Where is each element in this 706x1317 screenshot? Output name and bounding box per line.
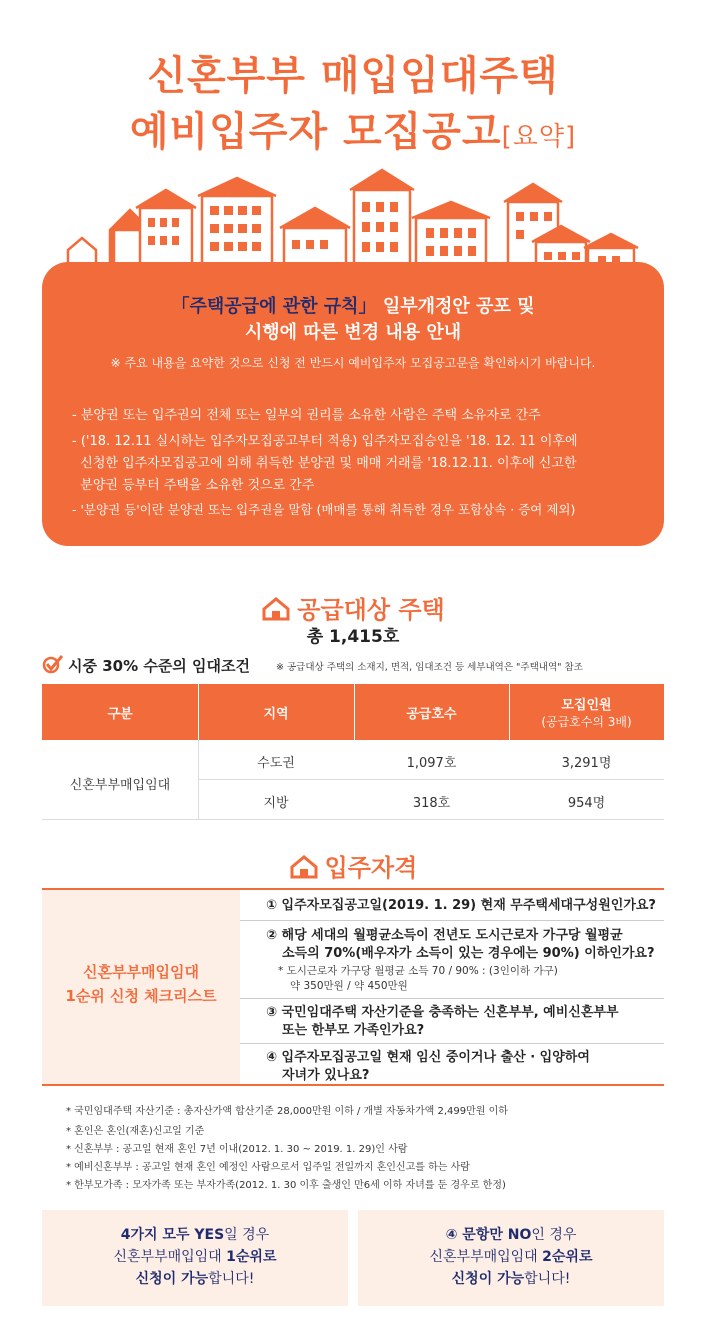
result-no-c: 신혼부부매입임대 [429,1249,543,1265]
summary-note: ※ 주요 내용을 요약한 것으로 신청 전 반드시 예비입주자 모집공고문을 확인하시기 바랍니다. [110,356,596,370]
page-title-main: 예비입주자 모집공고 [129,109,502,155]
result-yes-b: 일 경우 [224,1227,270,1243]
question-1: ① 입주자모집공고일(2019. 1. 29) 현재 무주택세대구성원인가요? [266,898,656,913]
th-region: 지역 [263,706,289,722]
table-row-units: 1,097호 [406,756,457,771]
result-yes-e: 신청이 가능 [135,1271,209,1287]
table-row-people: 3,291명 [561,756,612,771]
checklist-label [42,960,240,1008]
th-units: 공급호수 [406,706,457,722]
eligibility-heading [0,848,706,883]
th-people [509,684,664,740]
house-icon [289,855,319,879]
condition-note: ※ 공급대상 주택의 소재지, 면적, 임대조건 등 세부내역은 "주택내역" 참조 [276,662,583,673]
checklist-label-2: 1순위 신청 체크리스트 [65,987,217,1005]
summary-item: - 분양권 또는 입주권의 전체 또는 일부의 권리를 소유한 사람은 주택 소유자로 간주 [72,408,541,423]
footnote: * 예비신혼부부 : 공고일 현재 혼인 예정인 사람으로서 입주일 전일까지 혼인신고를 하는 사람 [66,1162,470,1173]
question-3-line2: 또는 한부모 가족인가요? [282,1023,425,1038]
footnote: * 한부모가족 : 모자가족 또는 부자가족(2012. 1. 30 이후 출생인 만6세 이하 자녀를 둔 경우로 한정) [66,1180,506,1191]
summary-heading-1 [42,292,664,318]
result-yes-a: 4가지 모두 YES [120,1227,225,1243]
condition-title [42,654,250,676]
footnote: * 국민임대주택 자산기준 : 총자산가액 합산기준 28,000만원 이하 / 개별 자동차가액 2,499만원 이하 [66,1106,508,1117]
page-title-line2 [0,100,706,157]
th-people-sub: (공급호수의 3배) [541,715,632,729]
question-2-sub1: * 도시근로자 가구당 월평균 소득 70 / 90% : (3인이하 가구) [278,965,558,977]
summary-item: - '분양권 등'이란 분양권 또는 입주권을 말함 (매매를 통해 취득한 경우 포함상속 · 증여 제외) [72,502,576,517]
supply-heading [0,590,706,625]
footnote: * 혼인은 혼인(재혼)신고일 기준 [66,1126,205,1137]
check-icon [42,654,64,674]
checklist-label-1: 신혼부부매입임대 [83,963,199,981]
table-row-region: 지방 [263,796,289,811]
result-no-b: 인 경우 [531,1227,577,1243]
result-no-f: 합니다! [524,1271,571,1287]
house-icon [261,597,291,621]
question-4-line1: ④ 입주자모집공고일 현재 임신 중이거나 출산 · 입양하여 [266,1050,590,1065]
eligibility-heading-text: 입주자격 [324,854,418,882]
result-yes-d: 1순위로 [226,1249,277,1265]
question-4-line2: 자녀가 있나요? [282,1068,370,1083]
footnote: * 신혼부부 : 공고일 현재 혼인 7년 이내(2012. 1. 30 ~ 2019. 1. 29)인 사람 [66,1144,408,1155]
summary-item: 분양권 등부터 주택을 소유한 것으로 간주 [72,478,315,493]
result-yes-c: 신혼부부매입임대 [113,1249,227,1265]
table-row-region: 수도권 [257,756,295,771]
page-title-line1: 신혼부부 매입임대주택 [147,53,559,99]
summary-heading-quoted: 「주택공급에 관한 규칙」 [171,296,377,317]
table-category: 신혼부부매입임대 [69,778,171,793]
question-2-line2: 소득의 70%(배우자가 소득이 있는 경우에는 90%) 이하인가요? [282,946,655,961]
question-2-sub2: 약 350만원 / 약 450만원 [290,980,408,992]
supply-total: 총 1,415호 [306,627,400,647]
result-box-no [358,1210,664,1306]
supply-heading-text: 공급대상 주택 [297,596,445,624]
th-category: 구분 [107,706,133,722]
supply-table-header [42,684,664,740]
result-no-e: 신청이 가능 [451,1271,525,1287]
summary-item: 신청한 입주자모집공고에 의해 취득한 분양권 및 매매 거래를 '18.12.11. 이후에 신고한 [72,456,577,471]
summary-item: - ('18. 12.11 실시하는 입주자모집공고부터 적용) 입주자모집승인을 '18. 12. 11 이후에 [72,434,578,449]
page-title-suffix: [요약] [501,122,577,152]
table-row-people: 954명 [567,796,606,811]
question-2-line1: ② 해당 세대의 월평균소득이 전년도 도시근로자 가구당 월평균 [266,928,623,943]
summary-heading-rest: 일부개정안 공포 및 [376,296,535,317]
table-row-units: 318호 [412,796,451,811]
result-no-d: 2순위로 [542,1249,593,1265]
summary-box [42,262,664,546]
condition-text: 시중 30% 수준의 임대조건 [68,657,250,675]
result-yes-f: 합니다! [208,1271,255,1287]
question-3-line1: ③ 국민임대주택 자산기준을 충족하는 신혼부부, 예비신혼부부 [266,1005,619,1020]
th-people-label: 모집인원 [561,698,612,713]
result-no-a: ④ 문항만 NO [445,1227,532,1243]
summary-heading-2: 시행에 따른 변경 내용 안내 [244,322,462,343]
result-box-yes [42,1210,348,1306]
